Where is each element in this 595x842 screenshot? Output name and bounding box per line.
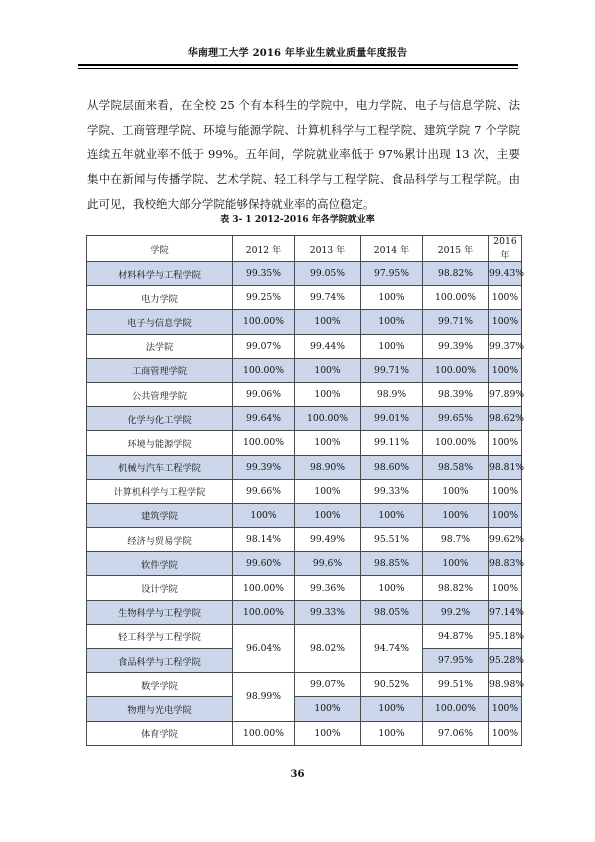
college-name-cell: 物理与光电学院 xyxy=(87,697,233,721)
rate-cell: 99.11% xyxy=(361,431,423,455)
rate-cell: 99.66% xyxy=(233,479,295,503)
table-header-row xyxy=(87,236,522,262)
merged-rate-cell: 98.99% xyxy=(233,673,295,721)
college-name-cell: 体育学院 xyxy=(87,721,233,745)
rate-cell: 98.98% xyxy=(489,673,522,697)
rate-cell: 100.00% xyxy=(233,310,295,334)
rate-cell: 98.90% xyxy=(295,455,361,479)
rate-cell: 100.00% xyxy=(295,407,361,431)
rate-cell: 95.28% xyxy=(489,649,522,673)
college-name-cell: 轻工科学与工程学院 xyxy=(87,624,233,648)
rate-cell: 97.89% xyxy=(489,382,522,406)
table-body xyxy=(87,262,525,625)
rate-cell: 99.33% xyxy=(361,479,423,503)
college-name-cell: 数学学院 xyxy=(87,673,233,697)
table-row xyxy=(87,407,522,431)
college-name-cell: 食品科学与工程学院 xyxy=(87,649,233,673)
rate-cell: 99.39% xyxy=(423,334,489,358)
rate-cell: 99.74% xyxy=(295,286,361,310)
rate-cell: 100.00% xyxy=(423,286,489,310)
table-row xyxy=(87,455,522,479)
rate-cell: 98.82% xyxy=(423,262,489,286)
rate-cell: 100% xyxy=(361,503,423,527)
rate-cell: 98.60% xyxy=(361,455,423,479)
rate-cell: 99.44% xyxy=(295,334,361,358)
rate-cell: 99.62% xyxy=(489,528,522,552)
rate-cell: 100% xyxy=(295,431,361,455)
rate-cell: 99.43% xyxy=(489,262,522,286)
rate-cell: 99.2% xyxy=(423,600,489,624)
table-row xyxy=(87,600,522,624)
table-row xyxy=(87,431,522,455)
rate-cell: 97.06% xyxy=(423,721,489,745)
rate-cell: 100.00% xyxy=(423,358,489,382)
rate-cell: 98.58% xyxy=(423,455,489,479)
rate-cell: 99.64% xyxy=(233,407,295,431)
rate-cell: 97.95% xyxy=(361,262,423,286)
rate-cell: 99.36% xyxy=(295,576,361,600)
rate-cell: 99.65% xyxy=(423,407,489,431)
rate-cell: 100.00% xyxy=(423,697,489,721)
rate-cell: 95.51% xyxy=(361,528,423,552)
rate-cell: 100% xyxy=(361,334,423,358)
rate-cell: 100% xyxy=(489,431,522,455)
page-number: 36 xyxy=(290,769,305,780)
header-rule-thin xyxy=(78,68,518,69)
rate-cell: 97.95% xyxy=(423,649,489,673)
rate-cell: 94.87% xyxy=(423,624,489,648)
college-name-cell: 电子与信息学院 xyxy=(87,310,233,334)
rate-cell: 100% xyxy=(489,479,522,503)
college-name-cell: 法学院 xyxy=(87,334,233,358)
rate-cell: 98.85% xyxy=(361,552,423,576)
table-row xyxy=(87,624,522,648)
rate-cell: 100.00% xyxy=(233,600,295,624)
rate-cell: 98.05% xyxy=(361,600,423,624)
college-name-cell: 机械与汽车工程学院 xyxy=(87,455,233,479)
college-name-cell: 电力学院 xyxy=(87,286,233,310)
table-row xyxy=(87,721,522,745)
college-name-cell: 生物科学与工程学院 xyxy=(87,600,233,624)
rate-cell: 98.9% xyxy=(361,382,423,406)
rate-cell: 100% xyxy=(295,503,361,527)
college-name-cell: 经济与贸易学院 xyxy=(87,528,233,552)
table-row xyxy=(87,576,522,600)
rate-cell: 100% xyxy=(361,721,423,745)
rate-cell: 100.00% xyxy=(233,431,295,455)
rate-cell: 99.39% xyxy=(233,455,295,479)
college-name-cell: 建筑学院 xyxy=(87,503,233,527)
table-row xyxy=(87,552,522,576)
rate-cell: 98.7% xyxy=(423,528,489,552)
college-name-cell: 公共管理学院 xyxy=(87,382,233,406)
rate-cell: 100% xyxy=(295,382,361,406)
college-name-cell: 化学与化工学院 xyxy=(87,407,233,431)
merged-rate-cell: 98.02% xyxy=(295,624,361,672)
merged-rate-cell: 96.04% xyxy=(233,624,295,672)
table-row xyxy=(87,310,522,334)
rate-cell: 100% xyxy=(295,721,361,745)
rate-cell: 99.35% xyxy=(233,262,295,286)
rate-cell: 100% xyxy=(361,310,423,334)
table-row xyxy=(87,673,522,697)
rate-cell: 100% xyxy=(361,697,423,721)
rate-cell: 100% xyxy=(489,697,522,721)
rate-cell: 99.25% xyxy=(233,286,295,310)
rate-cell: 99.6% xyxy=(295,552,361,576)
table-row xyxy=(87,697,522,721)
rate-cell: 100% xyxy=(489,310,522,334)
rate-cell: 99.01% xyxy=(361,407,423,431)
rate-cell: 95.18% xyxy=(489,624,522,648)
rate-cell: 100% xyxy=(361,286,423,310)
header-cell: 学院 xyxy=(87,236,233,262)
header-rule-thick xyxy=(78,64,518,66)
rate-cell: 100% xyxy=(489,286,522,310)
table-row xyxy=(87,262,522,286)
rate-cell: 98.81% xyxy=(489,455,522,479)
rate-cell: 100% xyxy=(489,503,522,527)
table-row xyxy=(87,528,522,552)
rate-cell: 100% xyxy=(295,697,361,721)
table-row xyxy=(87,286,522,310)
college-name-cell: 设计学院 xyxy=(87,576,233,600)
rate-cell: 100% xyxy=(489,721,522,745)
rate-cell: 100% xyxy=(423,552,489,576)
body-paragraph: 从学院层面来看，在全校 25 个有本科生的学院中，电力学院、电子与信息学院、法学院、工商管理学院、环境与能源学院、计算机科学与工程学院、建筑学院 7 个学院连续五年就业率不低于 99%。五年间，学院就业率低于 97%累计出现 13 次，主要集中在新闻与传播学院、艺术学院、轻工科学与工程学院、食品科学与工程学院。由此可见，我校绝大部分学院能够保持就业率的高位稳定。 xyxy=(87,98,520,211)
rate-cell: 100% xyxy=(489,358,522,382)
table-row xyxy=(87,358,522,382)
header-cell: 2012 年 xyxy=(233,236,295,262)
merged-rate-cell: 94.74% xyxy=(361,624,423,672)
college-name-cell: 工商管理学院 xyxy=(87,358,233,382)
page-header: 华南理工大学 2016 年毕业生就业质量年度报告 xyxy=(187,48,408,59)
rate-cell: 100% xyxy=(295,479,361,503)
college-name-cell: 环境与能源学院 xyxy=(87,431,233,455)
rate-cell: 98.82% xyxy=(423,576,489,600)
table-caption: 表 3- 1 2012-2016 年各学院就业率 xyxy=(220,215,375,225)
rate-cell: 100% xyxy=(233,503,295,527)
table-row xyxy=(87,382,522,406)
rate-cell: 99.71% xyxy=(361,358,423,382)
rate-cell: 100.00% xyxy=(423,431,489,455)
rate-cell: 100% xyxy=(361,576,423,600)
table-body-merged xyxy=(87,624,525,745)
rate-cell: 99.07% xyxy=(233,334,295,358)
rate-cell: 99.49% xyxy=(295,528,361,552)
table-row xyxy=(87,334,522,358)
college-name-cell: 计算机科学与工程学院 xyxy=(87,479,233,503)
college-name-cell: 材料科学与工程学院 xyxy=(87,262,233,286)
rate-cell: 98.39% xyxy=(423,382,489,406)
rate-cell: 100% xyxy=(423,503,489,527)
employment-rate-table xyxy=(86,235,525,746)
table-row xyxy=(87,479,522,503)
rate-cell: 100% xyxy=(423,479,489,503)
header-cell: 2016 年 xyxy=(489,236,522,262)
rate-cell: 100% xyxy=(489,576,522,600)
rate-cell: 100% xyxy=(295,358,361,382)
rate-cell: 100.00% xyxy=(233,576,295,600)
rate-cell: 98.83% xyxy=(489,552,522,576)
rate-cell: 99.37% xyxy=(489,334,522,358)
table-row xyxy=(87,503,522,527)
college-name-cell: 软件学院 xyxy=(87,552,233,576)
rate-cell: 99.51% xyxy=(423,673,489,697)
header-cell: 2015 年 xyxy=(423,236,489,262)
rate-cell: 99.60% xyxy=(233,552,295,576)
rate-cell: 99.05% xyxy=(295,262,361,286)
rate-cell: 97.14% xyxy=(489,600,522,624)
rate-cell: 99.07% xyxy=(295,673,361,697)
rate-cell: 98.62% xyxy=(489,407,522,431)
rate-cell: 100.00% xyxy=(233,721,295,745)
rate-cell: 99.06% xyxy=(233,382,295,406)
rate-cell: 90.52% xyxy=(361,673,423,697)
rate-cell: 99.71% xyxy=(423,310,489,334)
rate-cell: 100% xyxy=(295,310,361,334)
rate-cell: 99.33% xyxy=(295,600,361,624)
header-cell: 2014 年 xyxy=(361,236,423,262)
header-cell: 2013 年 xyxy=(295,236,361,262)
rate-cell: 98.14% xyxy=(233,528,295,552)
rate-cell: 100.00% xyxy=(233,358,295,382)
